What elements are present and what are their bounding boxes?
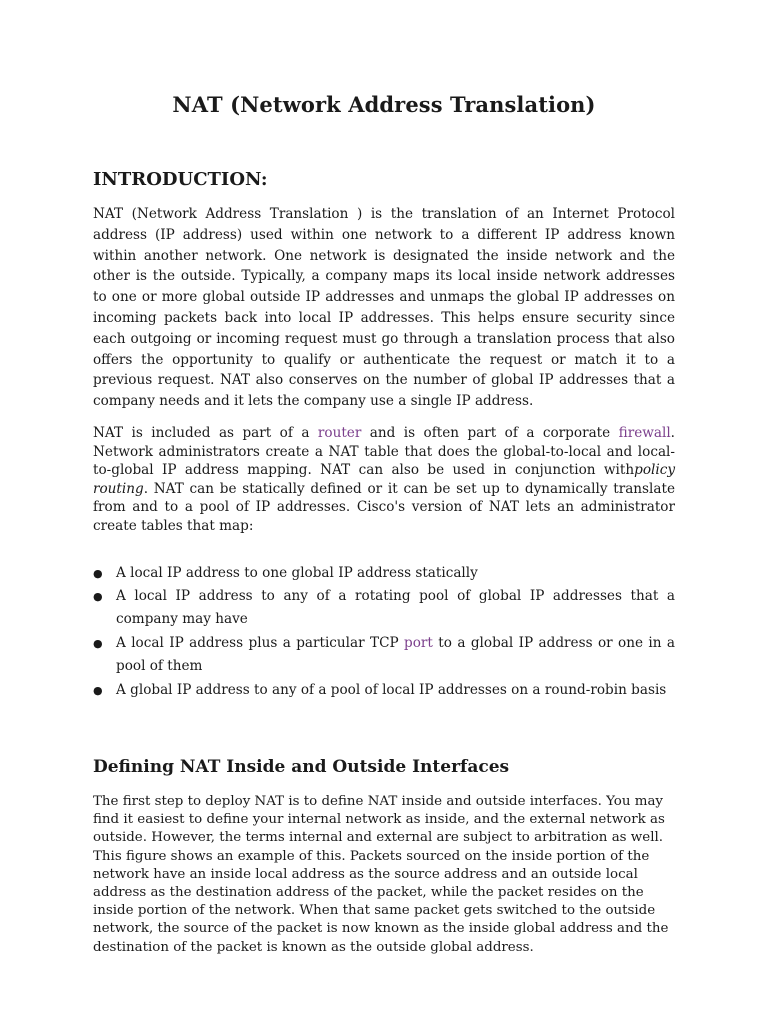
defining-paragraph: The first step to deploy NAT is to define NAT inside and outside interfaces. You may find it easiest to define your internal network as inside, and the external network as outside. However, the terms internal and external are subject to arbitration as well. This figure shows an example of this. Packets sourced on the inside portion of the network have an inside local address as the source address and an outside local address as the destination address of the packet, while the packet resides on the inside portion of the network. When that same packet gets switched to the outside network, the source of the packet is now known as the inside global address and the destination of the packet is known as the outside global address. <box>93 793 669 955</box>
text-segment: . NAT can be statically defined or it can be set up to dynamically translate from and to a pool of IP addresses. Cisco's version of NAT lets an administrator create tables that map: <box>93 480 675 534</box>
intro-paragraph-1: NAT (Network Address Translation ) is the translation of an Internet Protocol address (IP address) used within one network to a different IP address known within another network. One network is designated the inside network and the other is the outside. Typically, a company maps its local inside network addresses to one or more global outside IP addresses and unmaps the global IP addresses on incoming packets back into local IP addresses. This helps ensure security since each outgoing or incoming request must go through a translation process that also offers the opportunity to qualify or authenticate the request or match it to a previous request. NAT also conserves on the number of global IP addresses that a company needs and it lets the company use a single IP address. <box>93 206 675 410</box>
defining-nat-heading: Defining NAT Inside and Outside Interfaces <box>93 756 510 777</box>
list-item-text: A local IP address to one global IP address statically <box>116 564 478 581</box>
list-item-text: A global IP address to any of a pool of local IP addresses on a round-robin basis <box>116 681 667 698</box>
policy-routing-term: policy routing <box>93 462 675 497</box>
port-link[interactable]: port <box>404 634 433 651</box>
list-item <box>93 585 675 632</box>
list-item-text: to a global IP address or one in a pool of them <box>116 634 676 675</box>
list-item <box>93 562 675 585</box>
text-segment: . Network administrators create a NAT table that does the global-to-local and local-to-global IP address mapping. NAT can also be used in conjunction with <box>93 424 675 479</box>
text-segment: and is often part of a corporate <box>361 424 619 441</box>
list-item <box>93 679 675 702</box>
list-item <box>93 632 675 679</box>
text-segment: NAT is included as part of a <box>93 424 318 441</box>
bullet-icon: ● <box>93 566 103 580</box>
firewall-link[interactable]: firewall <box>618 424 671 441</box>
bullet-icon: ● <box>93 683 103 697</box>
list-item-text: A local IP address plus a particular TCP <box>116 634 405 651</box>
page-title: NAT (Network Address Translation) <box>172 92 596 117</box>
mapping-list <box>93 562 675 702</box>
router-link[interactable]: router <box>317 424 362 441</box>
intro-paragraph-2 <box>93 424 675 536</box>
bullet-icon: ● <box>93 636 103 650</box>
list-item-text: A local IP address to any of a rotating pool of global IP addresses that a company may have <box>116 587 675 628</box>
bullet-icon: ● <box>93 589 103 603</box>
introduction-heading: INTRODUCTION: <box>93 169 268 190</box>
